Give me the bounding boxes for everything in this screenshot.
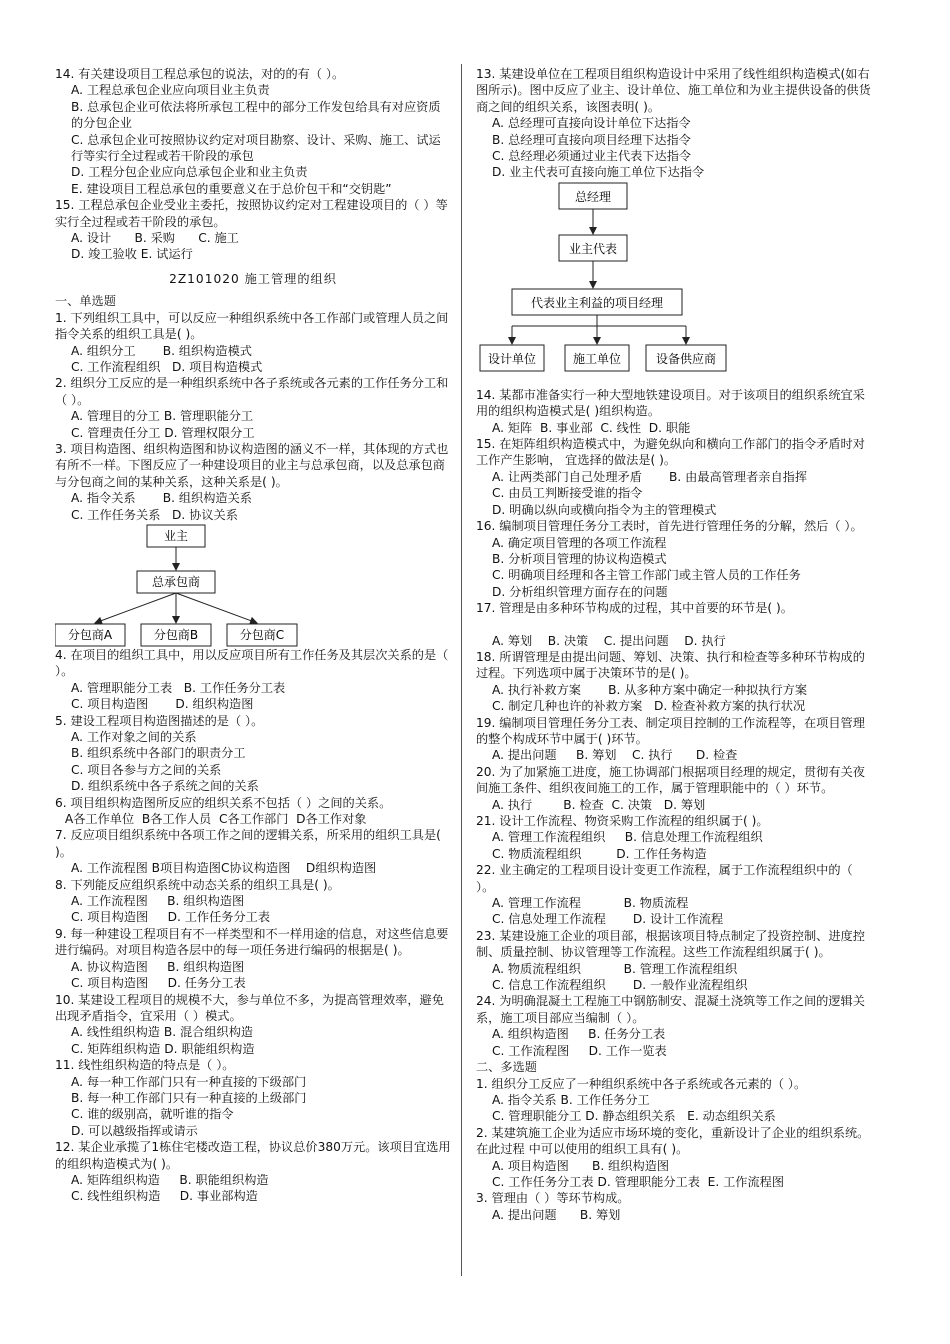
question-stem: 14. 有关建设项目工程总承包的说法，对的的有（ ）。 (55, 67, 345, 81)
options-line: A. 提出问题 B. 筹划 (492, 1207, 621, 1222)
options-line: C. 项目构造图 D. 任务分工表 (71, 976, 246, 991)
options-line: C. 信息工作流程组织 D. 一般作业流程组织 (492, 978, 748, 993)
options-line: C. 项目构造图 D. 工作任务分工表 (71, 910, 271, 925)
design-unit-label: 设计单位 (487, 351, 537, 366)
question-14 (55, 66, 451, 197)
general-manager-label: 总经理 (574, 189, 612, 204)
options-line: A. 筹划 B. 决策 C. 提出问题 D. 执行 (492, 633, 726, 648)
options-line: C. 由员工判断接受谁的指令 (492, 486, 643, 501)
multi-question-2 (476, 1125, 874, 1191)
question-stem: 3. 管理由（ ）等环节构成。 (476, 1191, 630, 1206)
question-stem: 6. 项目组织构造图所反应的组织关系不包括（ ）之间的关系。 (55, 795, 392, 810)
option-d: D. 可以越级指挥或请示 (71, 1123, 198, 1138)
option-a: A. 工程总承包企业应向项目业主负责 (71, 83, 270, 98)
question-stem: 15. 在矩阵组织构造模式中，为避免纵向和横向工作部门的指令矛盾时对工作产生影响， 宜选择的做法是( )。 (476, 437, 865, 468)
options-line: A. 矩阵 B. 事业部 C. 线性 D. 职能 (492, 420, 691, 435)
option-b: B. 总承包企业可依法将所承包工程中的部分工作发包给具有对应资质的分包企业 (71, 99, 441, 131)
question-9 (55, 926, 451, 992)
option-d: D. 工程分包企业应向总承包企业和业主负责 (71, 165, 308, 180)
options-line: C. 管理责任分工 D. 管理权限分工 (71, 425, 255, 440)
question-stem: 1. 下列组织工具中，可以反应一种组织系统中各工作部门或管理人员之间指令关系的组织工具是( )。 (55, 310, 449, 342)
options-line: A. 指令关系 B. 工作任务分工 (492, 1092, 650, 1107)
options-line: C. 制定几种也许的补救方案 D. 检查补救方案的执行状况 (492, 699, 806, 714)
question-24 (476, 993, 874, 1059)
options-line: A. 管理工作流程组织 B. 信息处理工作流程组织 (492, 830, 763, 845)
question-stem: 1. 组织分工反应了一种组织系统中各子系统或各元素的（ ）。 (476, 1076, 807, 1091)
question-12 (55, 1139, 451, 1205)
option-a: A. 总经理可直接向设计单位下达指令 (492, 116, 691, 131)
options-line: A. 组织分工 B. 组织构造模式 (71, 343, 252, 358)
question-7 (55, 827, 451, 876)
option-c: C. 项目各参与方之间的关系 (71, 762, 222, 777)
options-line: C. 项目构造图 D. 组织构造图 (71, 697, 254, 712)
options-line: A. 指令关系 B. 组织构造关系 (71, 491, 252, 506)
question-14 (476, 387, 874, 436)
option-d: D. 组织系统中各子系统之间的关系 (71, 779, 259, 794)
question-stem: 24. 为明确混凝土工程施工中钢筋制安、混凝土浇筑等工作之间的逻辑关系，施工项目部应当编制（ ）。 (476, 994, 865, 1025)
options-line: A. 管理目的分工 B. 管理职能分工 (71, 409, 254, 424)
question-stem: 10. 某建设工程项目的规模不大，参与单位不多，为提高管理效率，避免出现矛盾指令，宜采用（ ）模式。 (55, 992, 444, 1023)
owner-rep-label: 业主代表 (568, 241, 618, 256)
question-4 (55, 647, 451, 713)
options-line: C. 工作流程组织 D. 项目构造模式 (71, 359, 263, 374)
question-stem: 9. 每一种建设工程项目有不一样类型和不一样用途的信息，对这些信息要进行编码。对项目构造各层中的每一项任务进行编码的根据是( )。 (55, 926, 449, 958)
question-10 (55, 992, 451, 1058)
question-16 (476, 518, 874, 600)
options-line: A. 项目构造图 B. 组织构造图 (492, 1158, 670, 1173)
subcontractor-a-label: 分包商A (67, 627, 113, 642)
question-22 (476, 862, 874, 928)
options-line: A. 让两类部门自己处理矛盾 B. 由最高管理者亲自指挥 (492, 469, 808, 484)
project-manager-label: 代表业主利益的项目经理 (530, 295, 664, 310)
question-stem: 19. 编制项目管理任务分工表、制定项目控制的工作流程等，在项目管理的整个构成环节中属于( )环节。 (476, 715, 865, 746)
options-line: A. 执行补救方案 B. 从多种方案中确定一种拟执行方案 (492, 682, 808, 697)
question-stem: 11. 线性组织构造的特点是（ ）。 (55, 1058, 235, 1073)
arrow-gc-subc (176, 593, 257, 623)
options-line: C. 管理职能分工 D. 静态组织关系 E. 动态组织关系 (492, 1109, 776, 1124)
question-stem: 5. 建设工程项目构造图描述的是（ ）。 (55, 713, 264, 728)
question-stem: 2. 某建筑施工企业为适应市场环境的变化，重新设计了企业的组织系统。在此过程 中可以使用的组织工具有( )。 (476, 1125, 870, 1157)
option-c: C. 总承包企业可按照协议约定对项目勘察、设计、采购、施工、试运行等实行全过程或若干阶段的承包 (71, 132, 441, 164)
general-contractor-label: 总承包商 (151, 574, 201, 589)
multiple-choice-heading: 二、多选题 (476, 1060, 537, 1075)
options-line: A. 组织构造图 B. 任务分工表 (492, 1027, 666, 1042)
question-15 (55, 197, 451, 263)
options-line: C. 信息处理工作流程 D. 设计工作流程 (492, 912, 724, 927)
options-line: A各工作单位 B各工作人员 C各工作部门 D各工作对象 (61, 812, 367, 827)
option-c: C. 明确项目经理和各主管工作部门或主管人员的工作任务 (492, 568, 801, 583)
question-5 (55, 713, 451, 795)
option-a: A. 确定项目管理的各项工作流程 (492, 535, 667, 550)
multi-question-3 (476, 1190, 874, 1223)
question-2 (55, 375, 451, 441)
options-line: A. 工作流程图 B. 组织构造图 (71, 894, 245, 909)
question-18 (476, 649, 874, 715)
options-line: A. 工作流程图 B项目构造图C协议构造图 D组织构造图 (71, 861, 377, 876)
options-line: C. 物质流程组织 D. 工作任务构造 (492, 846, 707, 861)
equipment-supplier-label: 设备供应商 (655, 351, 717, 366)
question-stem: 3. 项目构造图、组织构造图和协议构造图的涵义不一样，其体现的方式也有所不一样。下图反应了一种建设项目的业主与总承包商，以及总承包商与分包商之间的某种关系，这种关系是( )。 (55, 441, 449, 489)
multi-question-1 (476, 1076, 874, 1125)
options-line: C. 工作任务关系 D. 协议关系 (71, 507, 238, 522)
question-3 (55, 441, 451, 523)
contract-structure-diagram (55, 523, 451, 647)
option-c: C. 总经理必须通过业主代表下达指令 (492, 149, 692, 164)
question-stem: 8. 下列能反应组织系统中动态关系的组织工具是( )。 (55, 877, 340, 892)
question-stem: 16. 编制项目管理任务分工表时，首先进行管理任务的分解，然后（ ）。 (476, 519, 863, 534)
option-b: B. 总经理可直接向项目经理下达指令 (492, 132, 691, 147)
options-line: C. 工作任务分工表 D. 管理职能分工表 E. 工作流程图 (492, 1174, 785, 1189)
question-stem: 18. 所谓管理是由提出问题、筹划、决策、执行和检查等多种环节构成的过程。下列选项中属于决策环节的是( )。 (476, 649, 865, 681)
options-line: A. 设计 B. 采购 C. 施工 (71, 231, 239, 246)
options-line: D. 竣工验收 E. 试运行 (71, 247, 193, 262)
option-c: C. 谁的级别高，就听谁的指令 (71, 1107, 234, 1122)
option-a: A. 工作对象之间的关系 (71, 730, 197, 744)
option-a: A. 每一种工作部门只有一种直接的下级部门 (71, 1074, 307, 1089)
question-stem: 2. 组织分工反应的是一种组织系统中各子系统或各元素的工作任务分工和（ ）。 (55, 376, 449, 407)
question-20 (476, 764, 874, 813)
question-stem: 4. 在项目的组织工具中，用以反应项目所有工作任务及其层次关系的是（ ）。 (55, 647, 449, 679)
options-line: A. 执行 B. 检查 C. 决策 D. 筹划 (492, 797, 706, 812)
owner-label: 业主 (163, 528, 189, 543)
left-column (55, 66, 451, 1205)
options-line: A. 协议构造图 B. 组织构造图 (71, 959, 245, 974)
options-line: C. 线性组织构造 D. 事业部构造 (71, 1189, 258, 1204)
column-divider (461, 64, 462, 1276)
options-line: C. 工作流程图 D. 工作一览表 (492, 1043, 667, 1058)
question-stem: 7. 反应项目组织系统中各项工作之间的逻辑关系，所采用的组织工具是( )。 (55, 828, 441, 859)
question-23 (476, 928, 874, 994)
question-8 (55, 877, 451, 926)
options-line: C. 矩阵组织构造 D. 职能组织构造 (71, 1041, 255, 1056)
question-15 (476, 436, 874, 518)
options-line: A. 线性组织构造 B. 混合组织构造 (71, 1025, 254, 1040)
question-stem: 12. 某企业承揽了1栋住宅楼改造工程，协议总价380万元。该项目宜选用的组织构造模式为( )。 (55, 1140, 451, 1171)
question-stem: 14. 某都市准备实行一种大型地铁建设项目。对于该项目的组织系统宜采用的组织构造模式是( )组织构造。 (476, 387, 865, 419)
option-d: D. 分析组织管理方面存在的问题 (492, 584, 668, 599)
subcontractor-b-label: 分包商B (153, 627, 199, 642)
single-choice-heading: 一、单选题 (55, 294, 116, 309)
arrow-gc-suba (95, 593, 176, 623)
question-6 (55, 795, 451, 828)
question-17 (476, 600, 874, 649)
option-b: B. 每一种工作部门只有一种直接的上级部门 (71, 1090, 307, 1105)
options-line: A. 管理职能分工表 B. 工作任务分工表 (71, 680, 286, 695)
option-e: E. 建设项目工程总承包的重要意义在于总价包干和“交钥匙” (71, 181, 392, 196)
construction-unit-label: 施工单位 (572, 351, 622, 366)
question-1 (55, 310, 451, 376)
question-11 (55, 1057, 451, 1139)
question-stem: 22. 业主确定的工程项目设计变更工作流程，属于工作流程组织中的（ ）。 (476, 863, 853, 894)
question-21 (476, 813, 874, 862)
question-stem: 13. 某建设单位在工程项目组织构造设计中采用了线性组织构造模式(如右图所示)。图中反应了业主、设计单位、施工单位和为业主提供设备的供货商之间的组织关系，该图表明( )。 (476, 67, 871, 114)
question-stem: 20. 为了加紧施工进度，施工协调部门根据项目经理的规定，贯彻有关夜间施工条件、组织夜间施工的工作，属于管理职能中的（ ）环节。 (476, 764, 865, 796)
section-title: 2Z101020 施工管理的组织 (169, 271, 337, 286)
option-b: B. 分析项目管理的协议构造模式 (492, 551, 667, 566)
option-b: B. 组织系统中各部门的职责分工 (71, 746, 246, 761)
options-line: A. 物质流程组织 B. 管理工作流程组织 (492, 961, 738, 976)
linear-organization-diagram (476, 181, 874, 377)
options-line: D. 明确以纵向或横向指令为主的管理模式 (492, 502, 717, 517)
option-d: D. 业主代表可直接向施工单位下达指令 (492, 165, 705, 180)
question-stem: 17. 管理是由多种环节构成的过程，其中首要的环节是( )。 (476, 601, 793, 616)
options-line: A. 矩阵组织构造 B. 职能组织构造 (71, 1172, 269, 1187)
question-stem: 21. 设计工作流程、物资采购工作流程的组织属于( )。 (476, 814, 769, 828)
question-stem: 15. 工程总承包企业受业主委托，按照协议约定对工程建设项目的（ ）等实行全过程或若干阶段的承包。 (55, 198, 448, 229)
right-column (476, 66, 874, 1223)
subcontractor-c-label: 分包商C (239, 627, 285, 642)
question-19 (476, 715, 874, 764)
options-line: A. 管理工作流程 B. 物质流程 (492, 896, 689, 911)
options-line: A. 提出问题 B. 筹划 C. 执行 D. 检查 (492, 748, 738, 763)
question-stem: 23. 某建设施工企业的项目部，根据该项目特点制定了投资控制、进度控制、质量控制、协议管理等工作流程。这些工作流程组织属于( )。 (476, 928, 865, 960)
question-13 (476, 66, 874, 181)
